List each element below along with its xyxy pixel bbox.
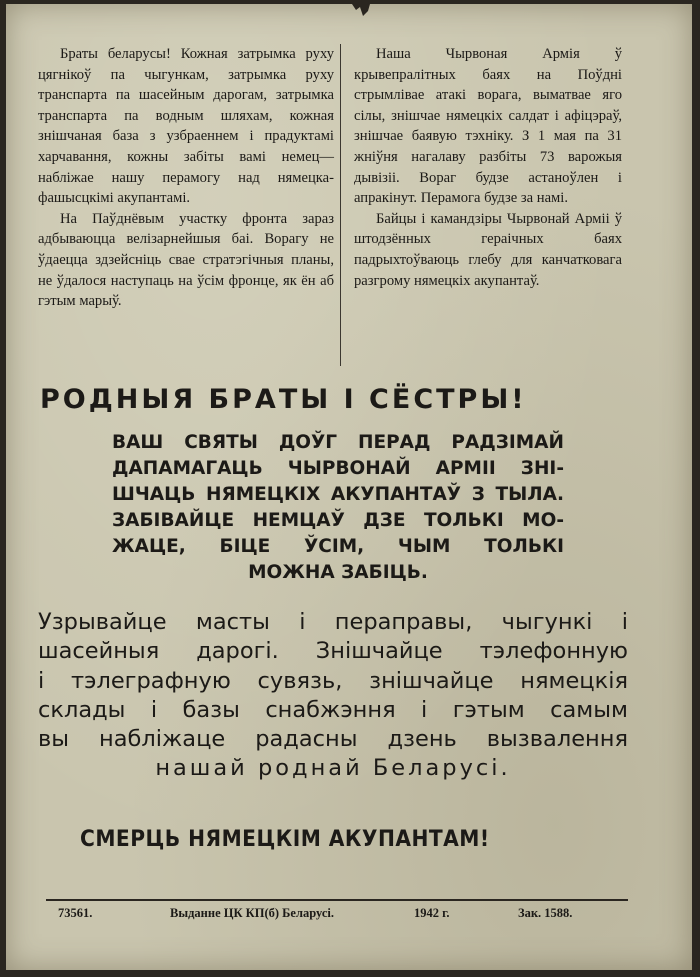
left-paragraph: Браты беларусы! Кожная затрымка руху цягнікоў па чыгункам, затрымка руху транспарта па шасейным дарогам, затрымка транспарта па водным шляхам, кожная знішчаная база з узбраеннем і прадуктамі харчавання, кожны забіты вамі немец—набліжае нашу перамогу над нямецка-фашысцкімі акупантамі. (38, 46, 334, 207)
left-paragraph: На Паўднёвым участку фронта зараз адбываюцца велізарнейшыя баі. Ворагу не ўдаецца здзейсніць свае стратэгічныя планы, не ўдалося наступаць на ўсім фронце, як ён аб гэтым марыў. (38, 210, 334, 310)
call-line: нашай роднай Беларусі. (155, 755, 511, 782)
call-line: Узрывайце масты і пераправы, чыгункі і (38, 609, 628, 635)
imprint-number: 73561. (58, 906, 93, 920)
slogan: СМЕРЦЬ НЯМЕЦКІМ АКУПАНТАМ! (80, 827, 490, 852)
appeal-line: ШЧАЦЬ НЯМЕЦКІХ АКУПАНТАЎ З ТЫЛА. (112, 484, 564, 505)
appeal-line: ДАПАМАГАЦЬ ЧЫРВОНАЙ АРМІІ ЗНІ- (112, 458, 564, 479)
right-column (354, 44, 622, 291)
call-line: шасейныя дарогі. Знішчайце тэлефонную (38, 638, 628, 665)
right-paragraph: Наша Чырвоная Армія ў крывепралітных баях на Поўдні стрымлівае атакі ворага, выматвае яго сілы, знішчае нямецкіх салдат і афіцэраў, знішчае баявую тэхніку. З 1 мая па 31 жніўня нагалаву разбіты 73 варожыя дывізіі. Вораг будзе астаноўлен і апракінут. Перамога будзе за намі. (354, 46, 622, 207)
column-divider (340, 44, 341, 366)
torn-edge-mark (346, 4, 376, 26)
call-line: і тэлеграфную сувязь, знішчайце нямецкія (38, 667, 628, 694)
right-paragraph: Байцы і камандзіры Чырвонай Арміі ў штодзённых гераічных баях падрыхтоўваюць глебу для канчатковага разгрому нямецкіх акупантаў. (354, 210, 622, 289)
call-line: вы набліжаце радасны дзень вызвалення (38, 726, 628, 753)
left-column (38, 44, 334, 312)
appeal-line: ЖАЦЕ, БІЦЕ ЎСІМ, ЧЫМ ТОЛЬКІ (112, 536, 564, 557)
appeal-block (112, 430, 564, 586)
appeal-line: ВАШ СВЯТЫ ДОЎГ ПЕРАД РАДЗІМАЙ (112, 432, 564, 453)
appeal-line: ЗАБІВАЙЦЕ НЕМЦАЎ ДЗЕ ТОЛЬКІ МО- (112, 510, 564, 531)
appeal-line: МОЖНА ЗАБІЦЬ. (248, 562, 428, 583)
headline: РОДНЫЯ БРАТЫ І СЁСТРЫ! (40, 384, 527, 415)
leaflet-sheet (6, 4, 692, 970)
imprint-order: Зак. 1588. (518, 906, 573, 920)
imprint-year: 1942 г. (414, 906, 450, 920)
imprint-publisher: Выданне ЦК КП(б) Беларусі. (170, 906, 335, 920)
footer-rule (46, 899, 628, 901)
call-to-action (38, 608, 628, 784)
call-line: склады і базы снабжэння і гэтым самым (38, 696, 628, 723)
